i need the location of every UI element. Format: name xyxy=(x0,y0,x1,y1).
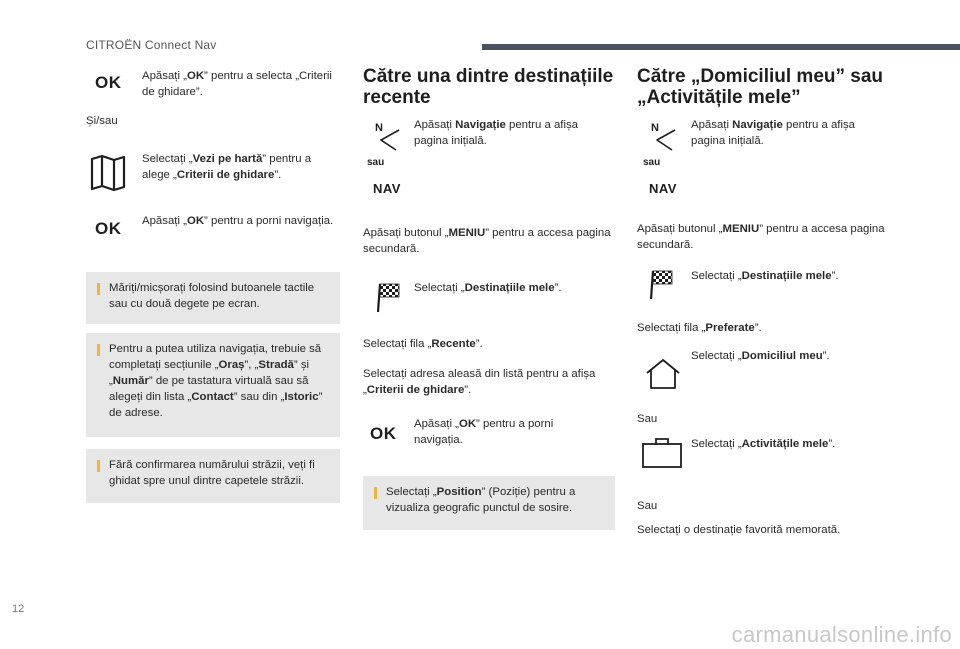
note-position xyxy=(363,476,615,530)
manual-title: CITROËN Connect Nav xyxy=(86,38,217,52)
or-label-1: Sau xyxy=(637,413,658,425)
my-destinations-instruction-2: Selectați „Destinațiile mele”. xyxy=(691,270,839,282)
nav-instruction: Apăsați Navigație pentru a afișa pagina inițială. xyxy=(414,119,579,147)
favorite-destination-instruction: Selectați o destinație favorită memorată. xyxy=(637,524,841,536)
note-accent-bar xyxy=(97,283,100,295)
menu-instruction-2: Apăsați butonul „MENIU” pentru a accesa pagina secundară. xyxy=(637,223,885,251)
note-address-entry xyxy=(86,333,340,437)
briefcase-icon xyxy=(641,437,683,469)
section-heading-recent: Către una dintre destinațiile recente xyxy=(363,66,614,108)
page-number: 12 xyxy=(12,603,25,615)
or-label-2: Sau xyxy=(637,500,658,512)
nav-or-label: sau xyxy=(367,157,385,168)
menu-instruction: Apăsați butonul „MENIU” pentru a accesa pagina secundară. xyxy=(363,227,611,255)
note-zoom-text: Măriți/micșorați folosind butoanele tactile sau cu două degete pe ecran. xyxy=(109,282,315,310)
nav-n-label: N xyxy=(375,122,383,134)
note-accent-bar xyxy=(97,344,100,356)
note-street-number-text: Fără confirmarea numărului străzii, veți fi ghidat spre unul dintre capetele străzii. xyxy=(109,459,315,487)
view-map-instruction: Selectați „Vezi pe hartă” pentru a alege „Criterii de ghidare”. xyxy=(142,153,312,181)
nav-n-label-2: N xyxy=(651,122,659,134)
header-bar xyxy=(482,44,960,50)
favorites-tab-instruction: Selectați fila „Preferate”. xyxy=(637,322,762,334)
watermark: carmanualsonline.info xyxy=(731,622,952,647)
note-accent-bar xyxy=(374,487,377,499)
my-destinations-instruction: Selectați „Destinațiile mele”. xyxy=(414,282,562,294)
nav-instruction-2: Apăsați Navigație pentru a afișa pagina inițială. xyxy=(691,119,856,147)
nav-button-label-2: NAV xyxy=(649,181,677,196)
note-street-number xyxy=(86,449,340,503)
ok-button-icon-2: OK xyxy=(95,219,122,238)
ok-start-instruction: Apăsați „OK” pentru a porni navigația. xyxy=(142,215,334,227)
note-address-text: Pentru a putea utiliza navigația, trebuie să completați secțiunile „Oraș”, „Stradă” și „Număr” de pe tastatura virtuală sau să alegeți din lista „Contact” sau din „Istoric” de adrese. xyxy=(109,343,323,419)
map-icon xyxy=(90,154,126,192)
checkered-flag-icon xyxy=(377,283,401,313)
my-activities-instruction: Selectați „Activitățile mele”. xyxy=(691,438,836,450)
nav-button-label: NAV xyxy=(373,181,401,196)
navigation-arrow-icon-2 xyxy=(655,128,677,152)
note-accent-bar xyxy=(97,460,100,472)
home-icon xyxy=(645,358,681,390)
nav-or-label-2: sau xyxy=(643,157,661,168)
ok-start-instruction-2: Apăsați „OK” pentru a porni navigația. xyxy=(414,418,554,446)
recent-tab-instruction: Selectați fila „Recente”. xyxy=(363,338,483,350)
note-zoom xyxy=(86,272,340,324)
navigation-arrow-icon xyxy=(379,128,401,152)
note-position-text: Selectați „Position” (Poziție) pentru a vizualiza geografic punctul de sosire. xyxy=(386,486,576,514)
ok-button-icon-3: OK xyxy=(370,424,397,443)
section-heading-home-work: Către „Domiciliul meu” sau „Activitățile mele” xyxy=(637,66,884,108)
my-home-instruction: Selectați „Domiciliul meu”. xyxy=(691,350,830,362)
and-or-label: Și/sau xyxy=(86,115,118,127)
ok-button-icon: OK xyxy=(95,73,122,92)
address-select-instruction: Selectați adresa aleasă din listă pentru a afișa „Criterii de ghidare”. xyxy=(363,368,596,396)
ok-select-instruction: Apăsați „OK” pentru a selecta „Criterii de ghidare”. xyxy=(142,70,332,98)
checkered-flag-icon-2 xyxy=(650,270,674,300)
